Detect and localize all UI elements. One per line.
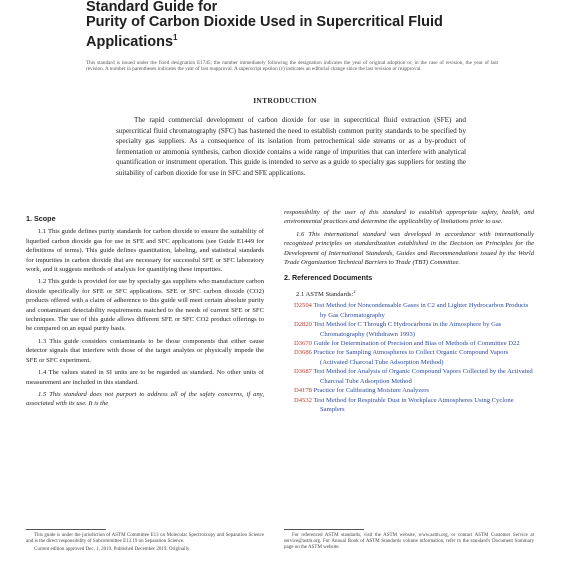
reference-item[interactable]: D3670 Guide for Determination of Precision and Bias of Methods of Committee D22 bbox=[294, 340, 520, 348]
footnote-edition: Current edition approved Dec. 1, 2019. Published December 2019. Originally bbox=[34, 547, 190, 553]
astm-standards-line: 2.1 ASTM Standards:$^2$ bbox=[296, 288, 356, 299]
footnotes-left bbox=[26, 533, 264, 556]
reference-item[interactable]: D2504 Test Method for Noncondensable Gases in C2 and Lighter Hydrocarbon Products by Gas Chromatography bbox=[294, 302, 529, 319]
reference-item[interactable]: D4532 Test Method for Respirable Dust in Workplace Atmospheres Using Cyclone Samplers bbox=[294, 396, 514, 413]
title-line-1: Standard Guide for bbox=[86, 0, 218, 15]
scope-para-1-1: 1.1 This guide defines purity standards for carbon dioxide to ensure the suitability of liquefied carbon dioxide gas for use in SFE and SFC applications (see Guide E1449 for definitions of terms). This guide defines quantitation, labeling, and statistical standards for impurities in carbon dioxide that are necessary for successful SFE or SFC laboratory work, and it suggests methods of analysis for quantifying these impurities. bbox=[26, 228, 264, 274]
para-1-6: 1.6 This international standard was developed in accordance with internationally recognized principles on standardization established in the Decision on Principles for the Development of International Standards, Guides and Recommendations issued by the World Trade Organization Technical Barriers to Trade (TBT) Committee. bbox=[284, 230, 534, 267]
referenced-documents-heading: 2. Referenced Documents bbox=[284, 273, 373, 283]
reference-item[interactable]: D2820 Test Method for C Through C Hydrocarbons in the Atmosphere by Gas Chromatography (Withdrawn 1993) bbox=[294, 321, 502, 338]
title-line-2: Purity of Carbon Dioxide Used in Supercritical Fluid bbox=[86, 14, 443, 30]
footnote-divider-right bbox=[284, 529, 364, 530]
reference-item[interactable]: D4178 Practice for Calibrating Moisture Analyzers bbox=[294, 387, 429, 395]
right-column bbox=[284, 208, 534, 414]
reference-list bbox=[284, 301, 534, 414]
introduction-heading: INTRODUCTION bbox=[253, 96, 317, 105]
safety-continuation: responsibility of the user of this standard to establish appropriate safety, health, and environmental practices and determine the applicability of limitations prior to use. bbox=[284, 209, 534, 226]
footnote-1: This guide is under the jurisdiction of ASTM Committee E13 on Molecular Spectroscopy and Separation Science and is the direct responsibility of Subcommittee E13.19 on Separation Science. bbox=[26, 533, 264, 545]
footnotes-right bbox=[284, 533, 534, 554]
reference-item[interactable]: D3686 Practice for Sampling Atmospheres to Collect Organic Compound Vapors (Activated Charcoal Tube Adsorption Method) bbox=[294, 349, 509, 366]
designation-note: This standard is issued under the fixed designation E1745; the number immediately following the designation indicates the year of original adoption or, in the case of revision, the year of last revision. A number in parentheses indicates the year of last reapproval. A superscript epsilon (ε) indicates an editorial change since the last revision or reapproval. bbox=[86, 60, 498, 73]
scope-para-1-3: 1.3 This guide considers contaminants to be those components that either cause detector signals that interfere with those of the target analytes or physically impede the SFE or SFC experiment. bbox=[26, 337, 264, 364]
scope-para-1-4: 1.4 The values stated in SI units are to be regarded as standard. No other units of measurement are included in this standard. bbox=[26, 369, 264, 386]
scope-para-1-5: 1.5 This standard does not purport to address all of the safety concerns, if any, associated with its use. It is the bbox=[26, 390, 264, 408]
footnote-divider-left bbox=[26, 529, 106, 530]
title-footnote-mark: 1 bbox=[173, 33, 178, 42]
reference-item[interactable]: D3687 Test Method for Analysis of Organic Compound Vapors Collected by the Activated Charcoal Tube Adsorption Method bbox=[294, 368, 533, 385]
footnote-2: For referenced ASTM standards, visit the ASTM website, www.astm.org, or contact ASTM Customer Service at service@astm.org. For Annual Book of ASTM Standards volume information, refer to the standard's Document Summary page on the ASTM website. bbox=[284, 533, 534, 551]
scope-heading: 1. Scope bbox=[26, 214, 56, 223]
left-column bbox=[26, 214, 264, 412]
document-title bbox=[86, 0, 506, 50]
title-line-3: Applications$^1$ bbox=[86, 33, 178, 50]
scope-para-1-2: 1.2 This guide is provided for use by specialty gas suppliers who manufacture carbon dioxide specifically for SFE or SFC applications. SFE or SFC carbon dioxide (CO2) products offered with a claim of adherence to this guide will meet certain absolute purity and contaminant detectability requirements matched to the needs of current SFE or SFC techniques. The use of this guide allows different SFE or SFC CO2 product offerings to be compared on an equal purity basis. bbox=[26, 278, 264, 333]
introduction-text: The rapid commercial development of carbon dioxide for use in supercritical fluid extraction (SFE) and supercritical fluid chromatography (SFC) has hastened the need to establish common purity standards to be specified by specialty gas suppliers. As a consequence of its isolation from petrochemical side streams or as a by-product of fermentation or ammonia synthesis, carbon dioxide contains a wide range of impurities that can interfere with analytical quantification or instrument operation. This guide is intended to serve as a guide to specialty gas suppliers for testing the suitability of carbon dioxide for use in SFC and SFE applications. bbox=[116, 116, 466, 177]
